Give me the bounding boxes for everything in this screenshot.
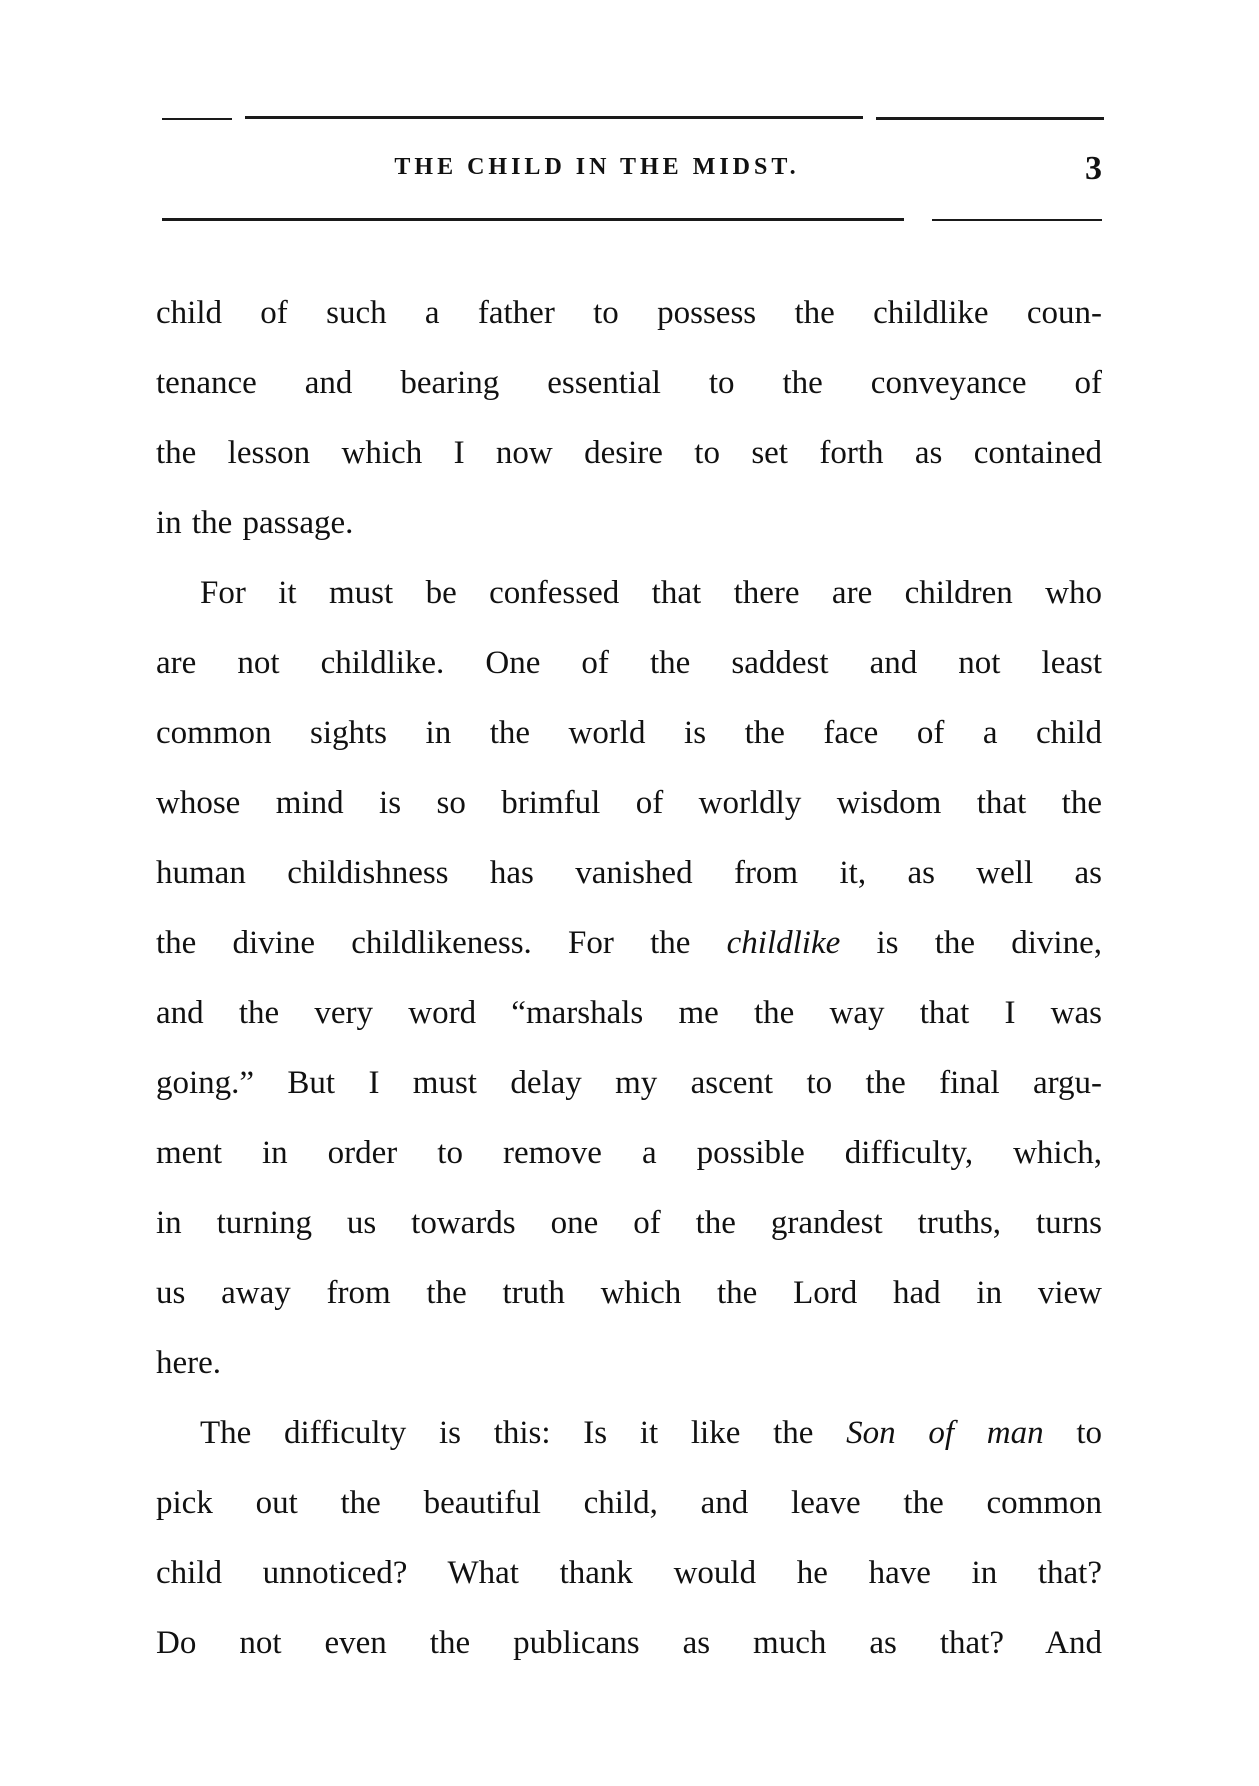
line-text: the divine childlikeness. For the	[156, 925, 727, 961]
text-line: human childishness has vanished from it, as well as	[156, 855, 1102, 891]
header-rule-bottom	[162, 218, 904, 221]
header-rule-top	[245, 116, 863, 119]
italic-text: Son of man	[846, 1415, 1044, 1451]
text-line: going.” But I must delay my ascent to the final argu-	[156, 1065, 1102, 1101]
text-line: common sights in the world is the face of a child	[156, 715, 1102, 751]
text-line: in turning us towards one of the grandest truths, turns	[156, 1205, 1102, 1241]
text-line	[156, 908, 1102, 978]
header-rule-top	[162, 118, 232, 120]
line-text: The difficulty is this: Is it like the	[200, 1415, 847, 1451]
text-line: child unnoticed? What thank would he have in that?	[156, 1555, 1102, 1591]
text-line: and the very word “marshals me the way that I was	[156, 995, 1102, 1031]
line-text: is the divine,	[840, 925, 1102, 961]
header-rule-bottom	[932, 219, 1102, 221]
text-line: pick out the beautiful child, and leave the common	[156, 1485, 1102, 1521]
text-line: us away from the truth which the Lord had in view	[156, 1275, 1102, 1311]
running-title: THE CHILD IN THE MIDST.	[394, 154, 800, 180]
text-line: in the passage.	[156, 505, 354, 541]
text-line: here.	[156, 1345, 222, 1381]
paragraph	[156, 1398, 1102, 1678]
text-line: ment in order to remove a possible difficulty, which,	[156, 1135, 1102, 1171]
paragraph	[156, 278, 1102, 558]
text-line: the lesson which I now desire to set forth as contained	[156, 435, 1102, 471]
line-text: to	[1043, 1415, 1103, 1451]
text-line: whose mind is so brimful of worldly wisdom that the	[156, 785, 1102, 821]
text-line: tenance and bearing essential to the conveyance of	[156, 365, 1102, 401]
body-text	[156, 278, 1102, 1678]
text-line: For it must be confessed that there are children who	[200, 575, 1102, 611]
running-head	[162, 150, 1102, 190]
paragraph	[156, 558, 1102, 1398]
text-line	[156, 1398, 1102, 1468]
text-line: are not childlike. One of the saddest and not least	[156, 645, 1102, 681]
text-line: Do not even the publicans as much as that? And	[156, 1625, 1102, 1661]
header-rule-top	[876, 117, 1104, 120]
page-number: 3	[1085, 150, 1102, 187]
text-line: child of such a father to possess the childlike coun-	[156, 295, 1102, 331]
italic-text: childlike	[726, 925, 841, 961]
